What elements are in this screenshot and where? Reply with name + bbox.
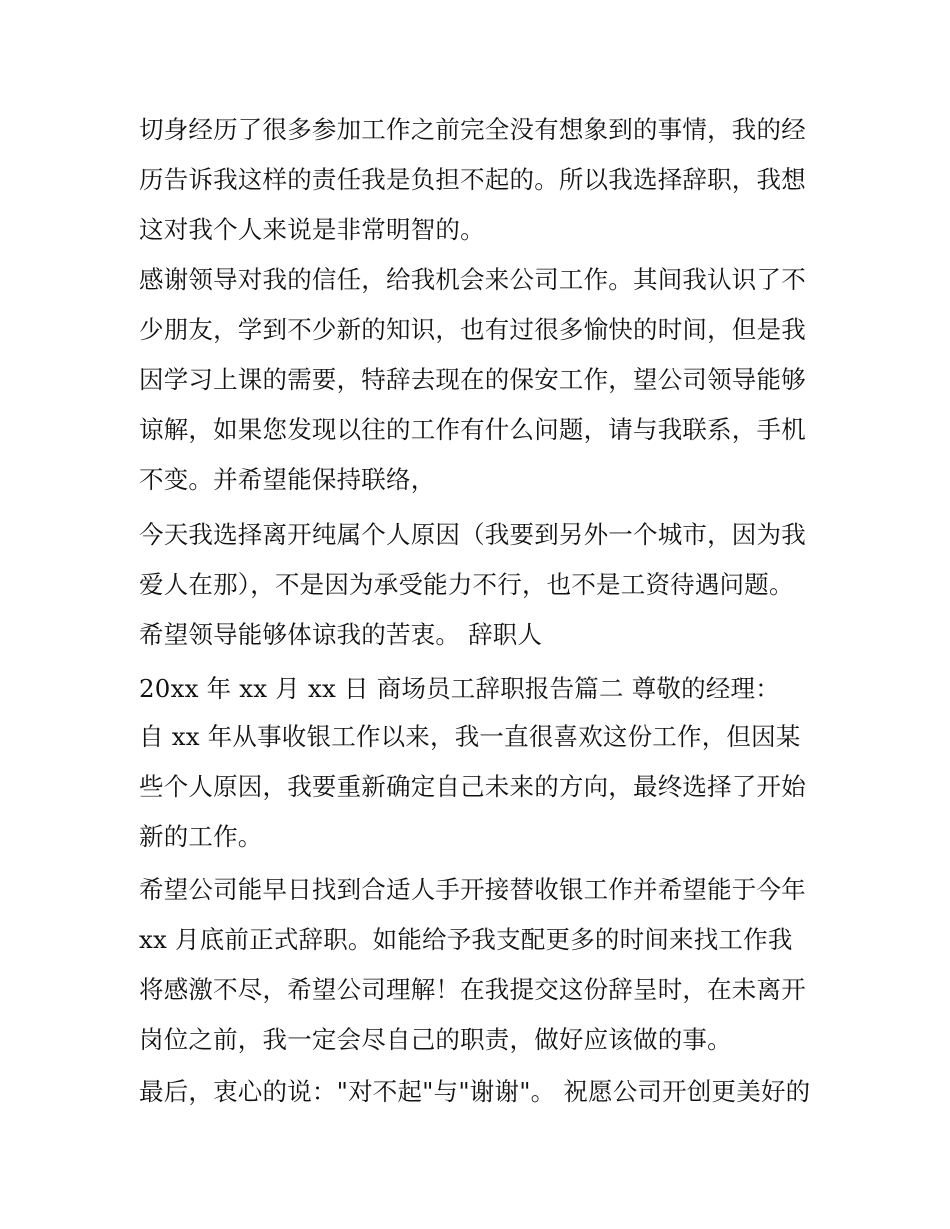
text-line: 希望公司能早日找到合适人手开接替收银工作并希望能于今年 (139, 875, 806, 904)
text-line: 历告诉我这样的责任我是负担不起的。所以我选择辞职，我想 (139, 165, 806, 194)
text-line: 今天我选择离开纯属个人原因（我要到另外一个城市，因为我 (139, 520, 806, 549)
text-line: 岗位之前，我一定会尽自己的职责，做好应该做的事。 (139, 1025, 732, 1054)
text-line: xx 月底前正式辞职。如能给予我支配更多的时间来找工作我 (139, 925, 793, 954)
text-line: 谅解，如果您发现以往的工作有什么问题，请与我联系，手机 (139, 415, 806, 444)
text-line: 些个人原因，我要重新确定自己未来的方向，最终选择了开始 (139, 772, 806, 801)
text-line: 20xx 年 xx 月 xx 日 商场员工辞职报告篇二 尊敬的经理： (139, 674, 780, 703)
text-line: 少朋友，学到不少新的知识，也有过很多愉快的时间，但是我 (139, 315, 806, 344)
text-line: 感谢领导对我的信任，给我机会来公司工作。其间我认识了不 (139, 265, 806, 294)
text-line: 爱人在那），不是因为承受能力不行，也不是工资待遇问题。 (139, 570, 794, 599)
text-line: 最后，衷心的说："对不起"与"谢谢"。 祝愿公司开创更美好的 (139, 1077, 811, 1106)
text-line: 希望领导能够体谅我的苦衷。 辞职人 (139, 620, 543, 649)
text-line: 将感激不尽，希望公司理解！在我提交这份辞呈时，在未离开 (139, 975, 806, 1004)
text-line: 这对我个人来说是非常明智的。 (139, 215, 485, 244)
text-line: 新的工作。 (139, 822, 263, 851)
text-line: 不变。并希望能保持联络， (139, 465, 436, 494)
text-line: 因学习上课的需要，特辞去现在的保安工作，望公司领导能够 (139, 365, 806, 394)
text-line: 切身经历了很多参加工作之前完全没有想象到的事情，我的经 (139, 115, 806, 144)
text-line: 自 xx 年从事收银工作以来，我一直很喜欢这份工作，但因某 (139, 722, 801, 751)
